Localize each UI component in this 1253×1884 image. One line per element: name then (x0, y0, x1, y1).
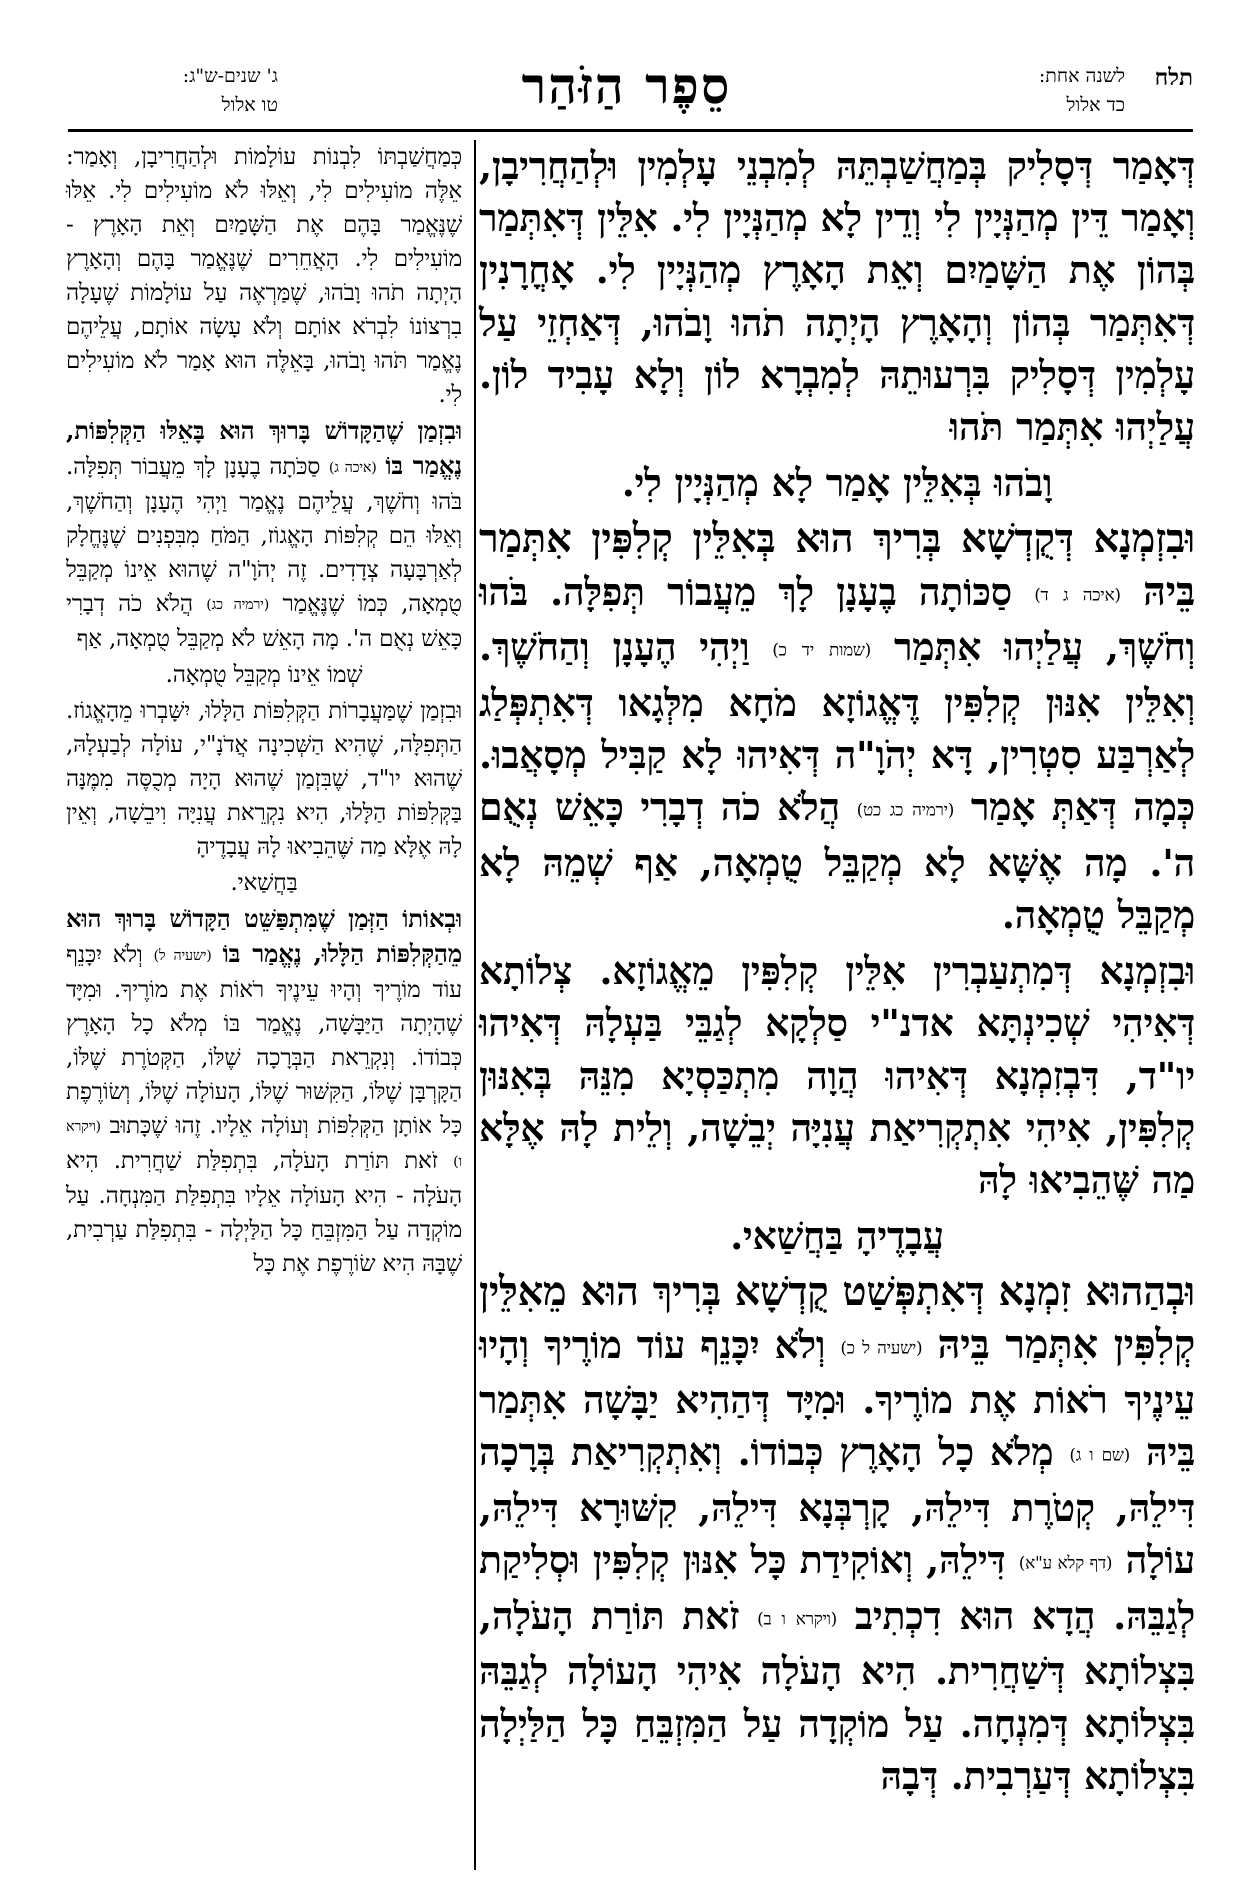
source-reference: (ירמיה כג) (206, 597, 270, 613)
page-header (0, 38, 1253, 134)
source-reference: (ויקרא ו) (66, 1119, 462, 1170)
book-title: סֵפֶר הַזֹּהַר (521, 56, 732, 115)
source-reference: (ויקרא ו ב) (757, 1609, 838, 1630)
translation-column (66, 140, 462, 1281)
schedule-label-one-year: לשנה אחת: (1038, 65, 1125, 87)
source-reference: (ישעיה ל) (153, 948, 212, 964)
translation-paragraph-2-last-line: שְׁמוֹ אֵינוֹ מְקַבֵּל טֻמְאָה. (165, 662, 363, 688)
reading-schedule-three-year (68, 62, 278, 120)
source-reference: (איכה ג) (328, 460, 377, 476)
source-reference: (שם ו ג) (1069, 1445, 1130, 1466)
folio-number: תלח (1154, 64, 1193, 91)
main-text-column (479, 140, 1195, 1802)
column-divider (474, 140, 476, 1870)
source-reference: (ישעיה ל כ) (840, 1338, 923, 1359)
schedule-label-three-year: ג' שנים-ש"ג: (182, 65, 278, 87)
translation-paragraph-3: וּבִזְמַן שֶׁמַּעֲבָרוֹת הַקְּלִפּוֹת הַלָּלוּ, יִשָּׁבְרוּ מֵהָאֱגוֹז. הַתְּפִלָּה, שֶׁהִיא הַשְּׁכִינָה אֲדֹנָ"י, עוֹלָה לְבַעְלָהּ, שֶׁהוּא יו"ד, שֶׁבִּזְמַן שֶׁהוּא הָיָה מְכֻסֶּה מִמֶּנָּה בַּקְּלִפּוֹת הַלָּלוּ, הִיא נִקְרֵאת עֲנִיָּה וִיבֵשָׁה, וְאֵין לָהּ אֶלָּא מַה שֶּׁהֵבִיאוּ לָהּ עֲבָדֶיהָ (66, 698, 462, 860)
translation-paragraph-1: כְּמַחֲשַׁבְתּוֹ לִבְנוֹת עוֹלָמוֹת וּלְהַחֲרִיבָן, וְאָמַר: אֵלֶּה מוֹעִילִים לִי, וְאֵלּוּ לֹא מוֹעִילִים לִי. אֵלּוּ שֶׁנֶּאֱמַר בָּהֶם אֶת הַשָּׁמַיִם וְאֵת הָאָרֶץ - מוֹעִילִים לִי. הָאֲחֵרִים שֶׁנֶּאֱמַר בָּהֶם וְהָאָרֶץ הָיְתָה תֹהוּ וָבֹהוּ, שֶׁמַּרְאֶה עַל עוֹלָמוֹת שֶׁעָלָה בִרְצוֹנוֹ לִבְרֹא אוֹתָם וְלֹא עָשָׂה אוֹתָם, עֲלֵיהֶם נֶאֱמַר תֹּהוּ וָבֹהוּ, בָּאֵלֶּה הוּא אָמַר לֹא מוֹעִילִים לִי. (66, 144, 462, 408)
source-reference: (ירמיה כג כט) (856, 800, 955, 821)
main-paragraph-3-last-line: עֲבָדֶיהָ בַּחֲשַׁאי. (730, 1213, 944, 1259)
source-reference: (איכה ג ד) (1034, 585, 1121, 606)
header-rule (68, 129, 1193, 132)
main-paragraph-1-last-line: וָבֹהוּ בְּאִלֵּין אָמַר לָא מְהַנְּיָין לִי. (621, 460, 1053, 506)
translation-paragraph-4: וּבְאוֹתוֹ הַזְּמַן שֶׁמִּתְפַּשֵּׁט הַקָּדוֹשׁ בָּרוּךְ הוּא מֵהַקְּלִפּוֹת הַלָּלוּ, נֶאֱמַר בּוֹ (ישעיה ל) וְלֹא יִכָּנֵף עוֹד מוֹרֶיךָ וְהָיוּ עֵינֶיךָ רֹאוֹת אֶת מוֹרֶיךָ. וּמִיָּד שֶׁהָיְתָה הַיַּבָּשָׁה, נֶאֱמַר בּוֹ מְלֹא כָל הָאָרֶץ כְּבוֹדוֹ. וְנִקְרֵאת הַבְּרָכָה שֶׁלּוֹ, הַקְּטֹרֶת שֶׁלּוֹ, הַקָּרְבָּן שֶׁלּוֹ, הַקִּשּׁוּר שֶׁלּוֹ, הָעוֹלָה שֶׁלּוֹ, וְשׂוֹרֶפֶת כָּל אוֹתָן הַקְּלִפּוֹת וְעוֹלָה אֵלָיו. זֶהוּ שֶׁכָּתוּב (ויקרא ו) זֹאת תּוֹרַת הָעֹלָה, בִּתְפִלַּת שַׁחֲרִית. הִיא הָעֹלָה - הִיא הָעוֹלָה אֵלָיו בִּתְפִלַּת הַמִּנְחָה. עַל מוֹקְדָה עַל הַמִּזְבֵּחַ כָּל הַלַּיְלָה - בִּתְפִלַּת עַרְבִית, שֶׁבָּהּ הִיא שׂוֹרֶפֶת אֶת כָּל (66, 904, 462, 1277)
main-paragraph-2: וּבִזְמְנָא דְּקֻדְשָׁא בְּרִיךְ הוּא בְּאִלֵּין קְלִפִּין אִתְּמַר בֵּיהּ (איכה ג ד) סַכּוֹתָה בֶעָנָן לָךְ מֵעֲבוֹר תְּפִלָּה. בֹּהוּ וְחֹשֶׁךְ, עֲלַיְהוּ אִתְּמַר (שמות יד כ) וַיְהִי הֶעָנָן וְהַחֹשֶׁךְ. וְאִלֵּין אִנּוּן קְלִפִּין דֶּאֱגוֹזָא מֹחָא מִלְּגָאו דְּאִתְפְּלַג לְאַרְבַּע סִטְרִין, דָּא יְהֹוָ"ה דְּאִיהוּ לָא קַבִּיל מְסָאֲבוּ. כְּמָה דְּאַתְּ אָמַר (ירמיה כג כט) הֲלֹא כֹה דְבָרִי כָּאֵשׁ נְאֻם ה'. מָה אֶשָּׁא לָא מְקַבֵּל טֻמְאָה, אַף שְׁמֵהּ לָא מְקַבֵּל טֻמְאָה. (479, 515, 1195, 938)
translation-paragraph-3-last-line: בַּחֲשַׁאי. (230, 870, 298, 896)
source-reference: (דף קלא ע"א) (1018, 1553, 1113, 1574)
translation-paragraph-2: וּבִזְמַן שֶׁהַקָּדוֹשׁ בָּרוּךְ הוּא בָּאֵלּוּ הַקְּלִפּוֹת, נֶאֱמַר בּוֹ (איכה ג) סַכֹּתָה בֶעָנָן לָךְ מֵעֲבוֹר תְּפִלָּה. בֹּהוּ וְחֹשֶׁךְ, עֲלֵיהֶם נֶאֱמַר וַיְהִי הֶעָנָן וְהַחֹשֶׁךְ, וְאֵלּוּ הֵם קְלִפּוֹת הָאֱגוֹז, הַמֹּחַ מִבִּפְנִים שֶׁנֶּחֱלָק לְאַרְבָּעָה צְדָדִים. זֶה יְהֹוָ"ה שֶׁהוּא אֵינוֹ מְקַבֵּל טֻמְאָה, כְּמוֹ שֶׁנֶּאֱמַר (ירמיה כג) הֲלֹא כֹה דְבָרִי כָּאֵשׁ נְאֻם ה'. מָה הָאֵשׁ לֹא מְקַבֵּל טֻמְאָה, אַף (66, 416, 462, 652)
schedule-date-three-year: טו אלול (221, 94, 278, 116)
main-paragraph-3: וּבִזְמְנָא דְּמִתְעַבְרִין אִלֵּין קְלִפִּין מֵאֱגוֹזָא. צְלוֹתָא דְּאִיהִי שְׁכִינְתָּא אדנ"י סַלְקָא לְגַבֵּי בַּעְלָהּ דְּאִיהוּ יו"ד, דִּבְזִמְנָא דְּאִיהוּ הֲוָה מִתְכַּסְיָא מִנֵּהּ בְּאִנּוּן קְלִפִּין, אִיהִי אִתְקְרִיאַת עֲנִיָּה יְבֵשָׁה, וְלֵית לָהּ אֶלָּא מַה שֶּׁהֵבִיאוּ לָהּ (479, 948, 1195, 1203)
main-paragraph-4: וּבְהַהוּא זִמְנָא דְּאִתְפְּשַׁט קֻדְשָׁא בְּרִיךְ הוּא מֵאִלֵּין קְלִפִּין אִתְּמַר בֵּיהּ (ישעיה ל כ) וְלֹא יִכָּנֵף עוֹד מוֹרֶיךָ וְהָיוּ עֵינֶיךָ רֹאוֹת אֶת מוֹרֶיךָ. וּמִיָּד דְּהַהִיא יַבָּשָׁה אִתְּמַר בֵּיהּ (שם ו ג) מְלֹא כָל הָאָרֶץ כְּבוֹדוֹ. וְאִתְקְרִיאַת בְּרָכָה דִּילֵהּ, קְטֹרֶת דִּילֵהּ, קָרְבְּנָא דִּילֵהּ, קִשּׁוּרָא דִּילֵהּ, עוֹלָה (דף קלא ע"א) דִּילֵהּ, וְאוֹקִידַת כָּל אִנּוּן קְלִפִּין וּסְלִיקַת לְגַבֵּהּ. הֲדָא הוּא דִכְתִיב (ויקרא ו ב) זֹאת תּוֹרַת הָעֹלָה, בִּצְלוֹתָא דְּשַׁחֲרִית. הִיא הָעֹלָה אִיהִי הָעוֹלָה לְגַבֵּהּ בִּצְלוֹתָא דְּמִנְחָה. עַל מוֹקְדָה עַל הַמִּזְבֵּחַ כָּל הַלַּיְלָה בִּצְלוֹתָא דְּעַרְבִית. דְּבָהּ (479, 1268, 1196, 1798)
schedule-date-one-year: כד אלול (1066, 94, 1125, 116)
main-paragraph-1: דְּאָמַר דְּסָלִיק בְּמַחֲשַׁבְתֵּהּ לְמִבְנֵי עָלְמִין וּלְהַחֲרִיבָן, וְאָמַר דֵּין מְהַנְּיָין לִי וְדֵין לָא מְהַנְּיָין לִי. אִלֵּין דְּאִתְּמַר בְּהוֹן אֶת הַשָּׁמַיִם וְאֵת הָאָרֶץ מְהַנְּיָין לִי. אָחֳרָנִין דְּאִתְּמַר בְּהוֹן וְהָאָרֶץ הָיְתָה תֹהוּ וָבֹהוּ, דְּאַחְזֵי עַל עָלְמִין דְּסָלִיק בִּרְעוּתֵהּ לְמִבְרָא לוֹן וְלָא עָבִיד לוֹן. עֲלַיְהוּ אִתְּמַר תֹּהוּ (479, 143, 1195, 450)
source-reference: (שמות יד כ) (772, 640, 872, 661)
